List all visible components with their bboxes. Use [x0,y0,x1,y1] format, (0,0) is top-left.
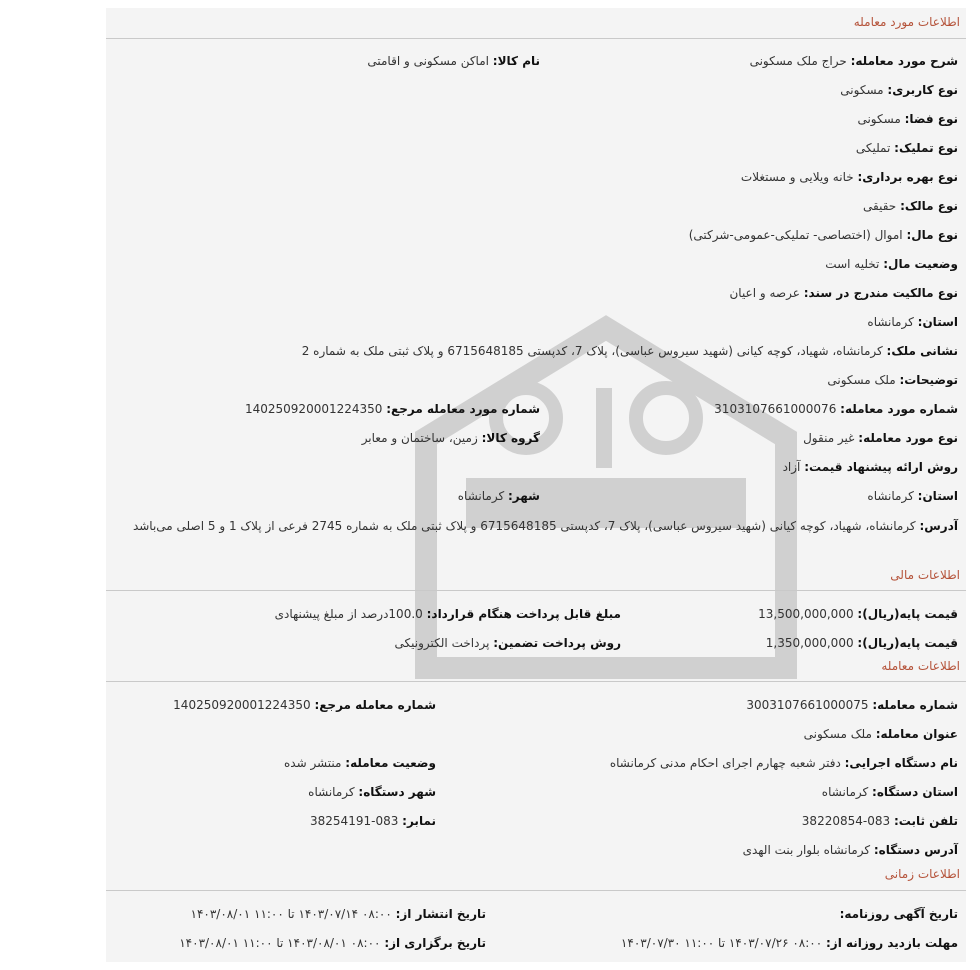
field-value: غیر منقول [803,431,855,445]
divider [106,681,966,682]
field-property-type [689,225,958,245]
field-value: ۰۸:۰۰ ۱۴۰۳/۰۷/۱۴ تا ۱۱:۰۰ ۱۴۰۳/۰۸/۰۱ [190,907,392,921]
field-label: عنوان معامله: [875,727,958,741]
field-value: مسکونی [857,112,901,126]
section-title-financial: اطلاعات مالی [890,568,960,582]
field-value: ملک مسکونی [803,727,872,741]
field-deal-title [804,724,958,744]
field-hold-date [179,933,486,953]
field-property-address [302,341,958,361]
field-value: حقیقی [863,199,897,213]
field-label: شماره مورد معامله مرجع: [386,402,540,416]
divider [106,38,966,39]
field-label: وضعیت معامله: [345,756,436,770]
field-space [857,109,958,129]
field-value: پرداخت الکترونیکی [394,636,490,650]
field-label: تلفن ثابت: [893,814,958,828]
field-value: ۰۸:۰۰ ۱۴۰۳/۰۷/۲۶ تا ۱۱:۰۰ ۱۴۰۳/۰۷/۳۰ [620,936,823,950]
field-item-number [714,399,958,419]
field-label: شهر: [508,489,540,503]
field-label: استان دستگاه: [872,785,958,799]
field-label: تاریخ آگهی روزنامه: [839,907,958,921]
field-notes [827,370,958,390]
field-value: زمین، ساختمان و معابر [361,431,478,445]
field-label: نام کالا: [492,54,540,68]
divider [106,890,966,891]
field-label: نمابر: [402,814,436,828]
field-value: کرمانشاه [821,785,869,799]
field-phone [802,811,958,831]
field-value: ملک مسکونی [827,373,896,387]
field-value: کرمانشاه [867,315,914,329]
divider [106,590,966,591]
field-value: 083-38254191 [310,814,399,828]
field-value: عرصه و اعیان [729,286,800,300]
field-deal-status [284,753,436,773]
field-org-city [308,782,436,802]
field-value: 13,500,000,000 [758,607,854,621]
field-province-2 [867,486,958,506]
field-ref-deal-number [173,695,436,715]
field-label: نوع مالک: [900,199,958,213]
field-value: کرمانشاه، شهیاد، کوچه کیانی (شهید سیروس عباسی)، پلاک 7، کدپستی 6715648185 و پلاک ثبتی ملک به شماره 2 [301,344,883,358]
field-value: 100.0درصد از مبلغ پیشنهادی [274,607,423,621]
field-ownership [856,138,958,158]
field-label: نوع مورد معامله: [858,431,958,445]
field-label: قیمت پایه(ریال): [857,636,958,650]
tender-card [106,8,966,962]
field-label: آدرس دستگاه: [873,843,958,857]
field-label: تاریخ انتشار از: [395,907,486,921]
field-value: اماکن مسکونی و اقامتی [367,54,489,68]
field-label: آدرس: [919,519,958,533]
section-title-details: اطلاعات مورد معامله [853,15,960,29]
field-value: مسکونی [840,83,884,97]
section-title-deal: اطلاعات معامله [881,659,960,673]
field-value: 1,350,000,000 [765,636,854,650]
field-label: استان: [917,489,958,503]
field-offer-method [783,457,958,477]
field-address [113,515,958,537]
field-label: شماره مورد معامله: [840,402,958,416]
field-value: کرمانشاه، شهیاد، کوچه کیانی (شهید سیروس عباسی)، پلاک 7، کدپستی 6715648185 و پلاک ثبتی ملک به شماره 2745 فرعی از پلاک 1 و 5 اصلی می‌باشد [132,519,916,533]
field-value: دفتر شعبه چهارم اجرای احکام مدنی کرمانشاه [609,756,841,770]
field-goods-group [362,428,540,448]
field-province [867,312,958,332]
field-label: تاریخ برگزاری از: [384,936,486,950]
field-label: نوع فضا: [904,112,958,126]
field-ad-date [840,904,958,924]
field-deal-number [746,695,958,715]
field-label: روش پرداخت تضمین: [493,636,621,650]
field-guarantee-method [395,633,621,653]
field-label: استان: [917,315,958,329]
field-value: منتشر شده [283,756,342,770]
field-label: نام دستگاه اجرایی: [844,756,958,770]
field-label: نوع مالکیت مندرج در سند: [803,286,958,300]
field-label: نشانی ملک: [886,344,958,358]
field-value: اموال (اختصاصی- تملیکی-عمومی-شرکتی) [688,228,903,242]
field-label: قیمت پایه(ریال): [857,607,958,621]
field-label: شماره معامله مرجع: [314,698,436,712]
field-base-price-2 [766,633,958,653]
field-value: 14025092000122435‌0 [173,698,311,712]
field-label: توضیحات: [899,373,958,387]
field-visit-deadline [621,933,958,953]
field-org-province [822,782,958,802]
field-value: خانه ویلایی و مستغلات [740,170,854,184]
field-value: کرمانشاه بلوار بنت الهدی [742,843,871,857]
field-city [458,486,540,506]
field-goods-name [367,51,540,71]
field-org-address [743,840,958,860]
field-label: مبلغ قابل پرداخت هنگام قرارداد: [426,607,621,621]
field-label: شهر دستگاه: [358,785,436,799]
field-label: روش ارائه پیشنهاد قیمت: [804,460,958,474]
field-label: شرح مورد معامله: [850,54,958,68]
field-value: کرمانشاه [308,785,355,799]
field-item-type [803,428,958,448]
field-value: کرمانشاه [457,489,505,503]
field-value: تخلیه است [825,257,880,271]
field-exploitation [741,167,958,187]
field-label: نوع بهره برداری: [857,170,958,184]
field-label: گروه کالا: [481,431,540,445]
field-ref-item-number [245,399,540,419]
field-value: 3103107661000076 [714,402,837,416]
field-fax [310,811,436,831]
field-publish-date [191,904,486,924]
field-value: کرمانشاه [867,489,914,503]
field-value: 083-38220854 [801,814,891,828]
field-value: 14025092000122435‌0 [244,402,383,416]
field-value: حراج ملک مسکونی [749,54,847,68]
field-usage [840,80,958,100]
field-label: نوع کاربری: [887,83,958,97]
field-payable-amount [275,604,621,624]
field-label: شماره معامله: [872,698,958,712]
field-organization [610,753,958,773]
field-property-status [825,254,958,274]
field-label: نوع مال: [906,228,958,242]
field-value: تملیکی [855,141,891,155]
field-value: 3003107661000075 [746,698,869,712]
field-description [750,51,958,71]
field-value: ۰۸:۰۰ ۱۴۰۳/۰۸/۰۱ تا ۱۱:۰۰ ۱۴۰۳/۰۸/۰۱ [179,936,381,950]
field-base-price [758,604,958,624]
field-label: مهلت بازدید روزانه از: [826,936,958,950]
field-label: نوع تملیک: [894,141,958,155]
field-value: آزاد [782,460,801,474]
field-label: وضعیت مال: [883,257,958,271]
field-deed-ownership [729,283,958,303]
field-owner-type [863,196,958,216]
section-title-timing: اطلاعات زمانی [884,867,960,881]
